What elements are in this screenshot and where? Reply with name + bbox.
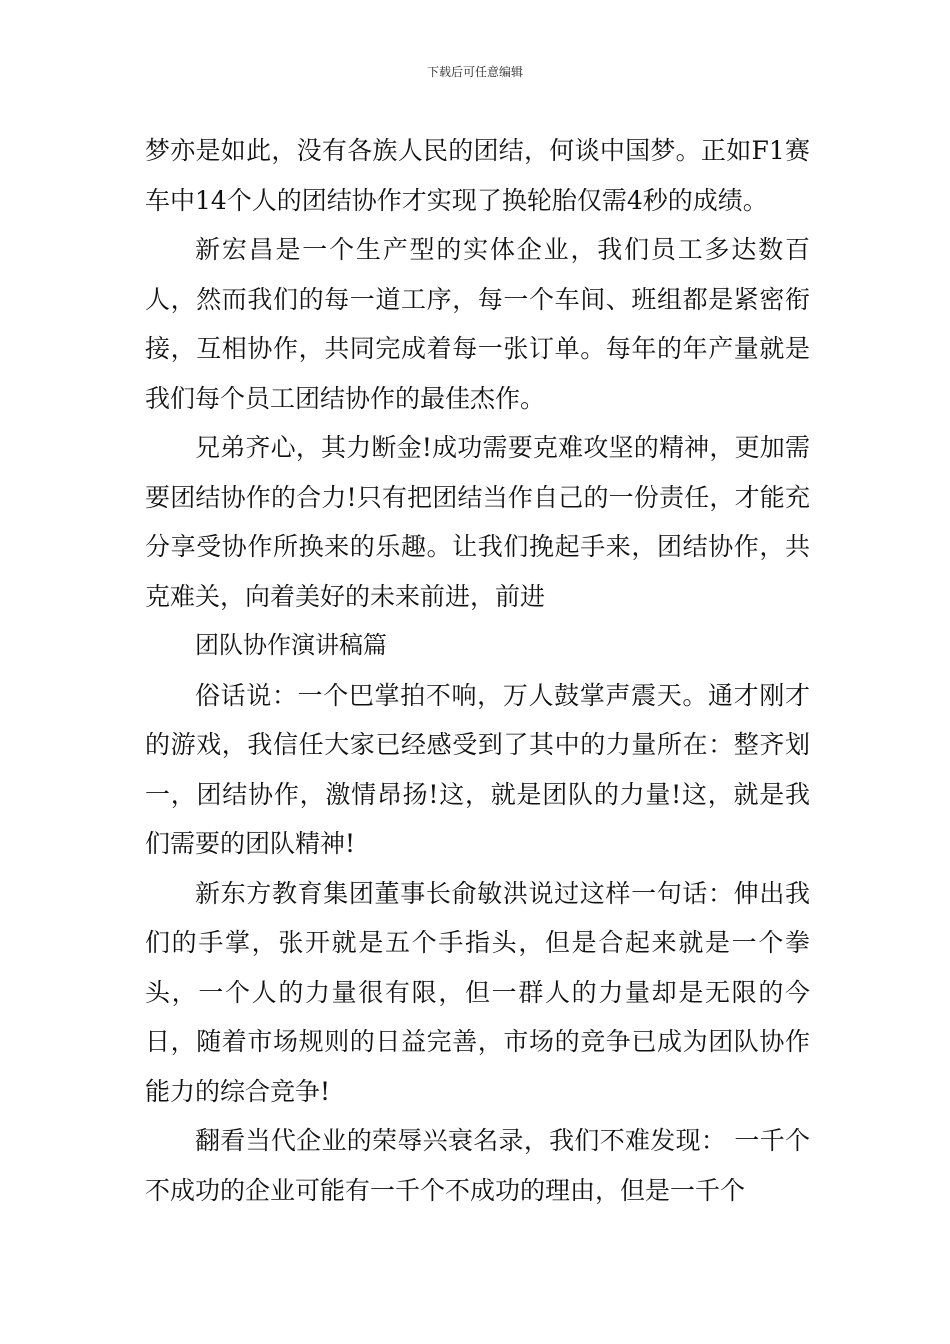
paragraph-new-oriental: 新东方教育集团董事长俞敏洪说过这样一句话：伸出我们的手掌，张开就是五个手指头，但是合起来就是一个拳头，一个人的力量很有限，但一群人的力量却是无限的今日，随着市场规则的日益完善，市场的竞争已成为团队协作能力的综合竞争! xyxy=(145,878,810,1106)
paragraph-continuation: 梦亦是如此，没有各族人民的团结，何谈中国梦。正如F1赛车中14个人的团结协作才实现了换轮胎仅需4秒的成绩。 xyxy=(145,136,810,215)
section-heading: 团队协作演讲稿篇 xyxy=(195,631,387,659)
paragraph-enterprise: 翻看当代企业的荣辱兴衰名录，我们不难发现： 一千个不成功的企业可能有一千个不成功的理由，但是一千个 xyxy=(145,1126,810,1205)
paragraph-brothers: 兄弟齐心，其力断金!成功需要克难攻坚的精神，更加需要团结协作的合力!只有把团结当作自己的一份责任，才能充分享受协作所换来的乐趣。让我们挽起手来，团结协作，共克难关，向着美好的未来前进，前进 xyxy=(145,433,810,611)
document-body xyxy=(145,126,810,1215)
page-header: 下载后可任意编辑 xyxy=(426,65,523,79)
paragraph-xinhongchang: 新宏昌是一个生产型的实体企业，我们员工多达数百人，然而我们的每一道工序，每一个车间、班组都是紧密衔接，互相协作，共同完成着每一张订单。每年的年产量就是我们每个员工团结协作的最佳杰作。 xyxy=(145,235,810,413)
paragraph-proverb: 俗话说：一个巴掌拍不响，万人鼓掌声震天。通才刚才的游戏，我信任大家已经感受到了其中的力量所在：整齐划一，团结协作，激情昂扬!这，就是团队的力量!这，就是我们需要的团队精神! xyxy=(145,680,810,858)
